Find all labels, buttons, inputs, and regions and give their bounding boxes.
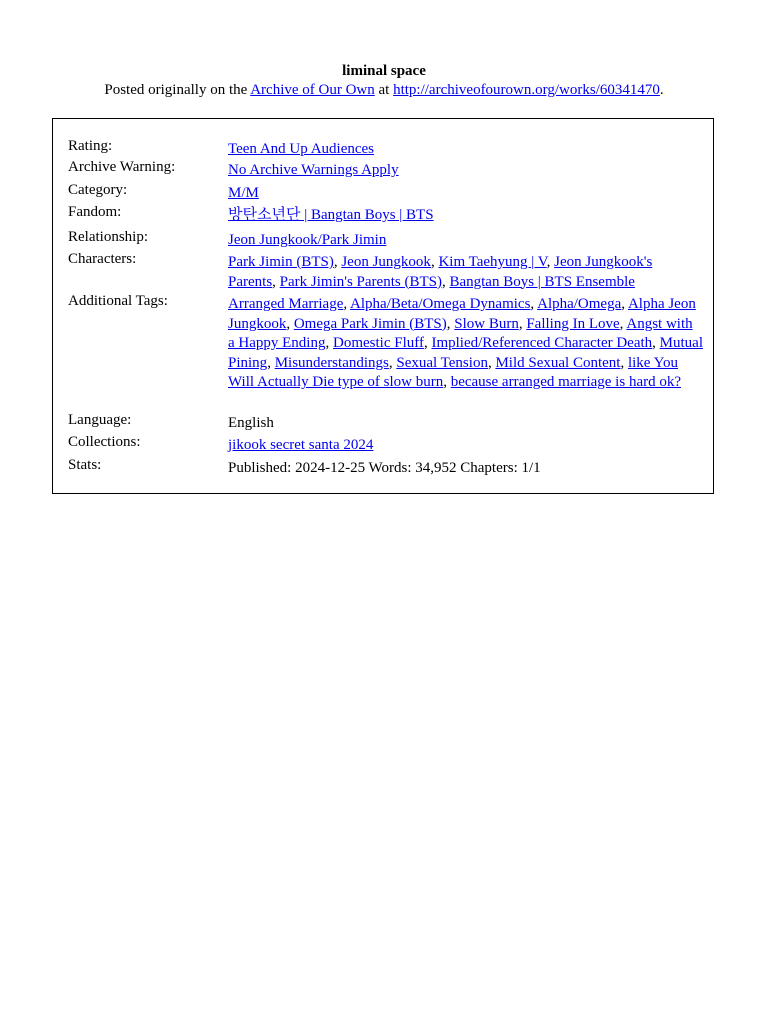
characters-label: Characters: xyxy=(68,251,137,267)
character-tag-link[interactable]: Jeon Jungkook's Parents xyxy=(228,254,653,290)
category-tag-link[interactable]: M/M xyxy=(228,185,259,201)
work-title: liminal space xyxy=(342,63,426,79)
freeform-tag-link[interactable]: Slow Burn xyxy=(454,315,519,332)
freeform-tag-link[interactable]: Angst with a Happy Ending xyxy=(228,315,693,351)
freeform-tag-link[interactable]: Sexual Tension xyxy=(396,354,488,371)
warning-tag-link[interactable]: No Archive Warnings Apply xyxy=(228,162,399,178)
relationship-value xyxy=(228,231,703,251)
fandom-value xyxy=(228,206,703,226)
posted-line xyxy=(0,81,768,100)
work-header xyxy=(0,62,768,100)
freeform-tag-link[interactable]: like You Will Actually Die type of slow burn xyxy=(228,354,678,390)
category-label: Category: xyxy=(68,182,128,198)
language-label: Language: xyxy=(68,412,132,428)
posted-prefix: Posted originally on the xyxy=(104,82,251,98)
freeform-tag-link[interactable]: Misunderstandings xyxy=(274,354,389,371)
character-tag-link[interactable]: Bangtan Boys | BTS Ensemble xyxy=(449,273,635,290)
character-tag-link[interactable]: Park Jimin's Parents (BTS) xyxy=(279,273,442,290)
freeform-tag-link[interactable]: Alpha Jeon Jungkook xyxy=(228,296,696,332)
collections-label: Collections: xyxy=(68,434,141,450)
character-tag-link[interactable]: Kim Taehyung | V xyxy=(438,254,547,270)
archive-link[interactable]: Archive of Our Own xyxy=(250,82,375,98)
freeform-tag-link[interactable]: Mild Sexual Content xyxy=(495,354,621,371)
fandom-tag-link[interactable]: 방탄소년단 | Bangtan Boys | BTS xyxy=(228,207,434,223)
collection-link[interactable]: jikook secret santa 2024 xyxy=(228,437,374,453)
freeform-tag-link[interactable]: Alpha/Beta/Omega Dynamics xyxy=(350,296,531,312)
warning-value xyxy=(228,161,703,181)
freeform-tag-link[interactable]: Alpha/Omega xyxy=(537,296,622,312)
character-tag-link[interactable]: Park Jimin (BTS) xyxy=(228,254,334,270)
freeform-tag-link[interactable]: Omega Park Jimin (BTS) xyxy=(293,315,447,332)
tags-value: Arranged Marriage, Alpha/Beta/Omega Dynamics, Alpha/Omega, Alpha Jeon Jungkook, Omega Park Jimin (BTS), Slow Burn, Falling In Love, Angst with a Happy Ending, Domestic Fluff, Implied/Referenced Character Death, Mutual Pining, Misunderstandings, Sexual Tension, Mild Sexual Content, like You Will Actually Die type of slow burn, because arranged marriage is hard ok? xyxy=(228,296,704,390)
freeform-tag-link[interactable]: because arranged marriage is hard ok? xyxy=(450,374,681,390)
relationship-tag-link[interactable]: Jeon Jungkook/Park Jimin xyxy=(228,232,387,248)
freeform-tag-link[interactable]: Falling In Love xyxy=(526,315,620,332)
freeform-tag-link[interactable]: Implied/Referenced Character Death xyxy=(431,335,653,351)
work-url-link[interactable]: http://archiveofourown.org/works/60341470 xyxy=(393,82,660,98)
rating-tag-link[interactable]: Teen And Up Audiences xyxy=(228,141,375,157)
freeform-tag-link[interactable]: Domestic Fluff xyxy=(332,335,424,351)
rating-value xyxy=(228,140,703,160)
character-tag-link[interactable]: Jeon Jungkook xyxy=(341,254,431,270)
freeform-tag-link[interactable]: Mutual Pining xyxy=(228,335,704,371)
freeform-tag-link[interactable]: Arranged Marriage xyxy=(228,296,344,312)
work-meta-box xyxy=(52,118,714,494)
collections-value xyxy=(228,436,703,456)
rating-label: Rating: xyxy=(68,138,113,154)
stats-value: Published: 2024-12-25 Words: 34,952 Chapters: 1/1 xyxy=(228,460,541,476)
posted-at: at xyxy=(374,82,394,98)
warning-label: Archive Warning: xyxy=(68,159,176,175)
category-value xyxy=(228,184,703,204)
language-value: English xyxy=(228,415,274,431)
stats-label: Stats: xyxy=(68,457,102,473)
relationship-label: Relationship: xyxy=(68,229,148,245)
tags-label: Additional Tags: xyxy=(68,293,168,309)
posted-suffix: . xyxy=(659,82,664,98)
fandom-label: Fandom: xyxy=(68,204,122,220)
characters-value: Park Jimin (BTS), Jeon Jungkook, Kim Taehyung | V, Jeon Jungkook's Parents, Park Jimin's Parents (BTS), Bangtan Boys | BTS Ensemble xyxy=(228,254,653,290)
